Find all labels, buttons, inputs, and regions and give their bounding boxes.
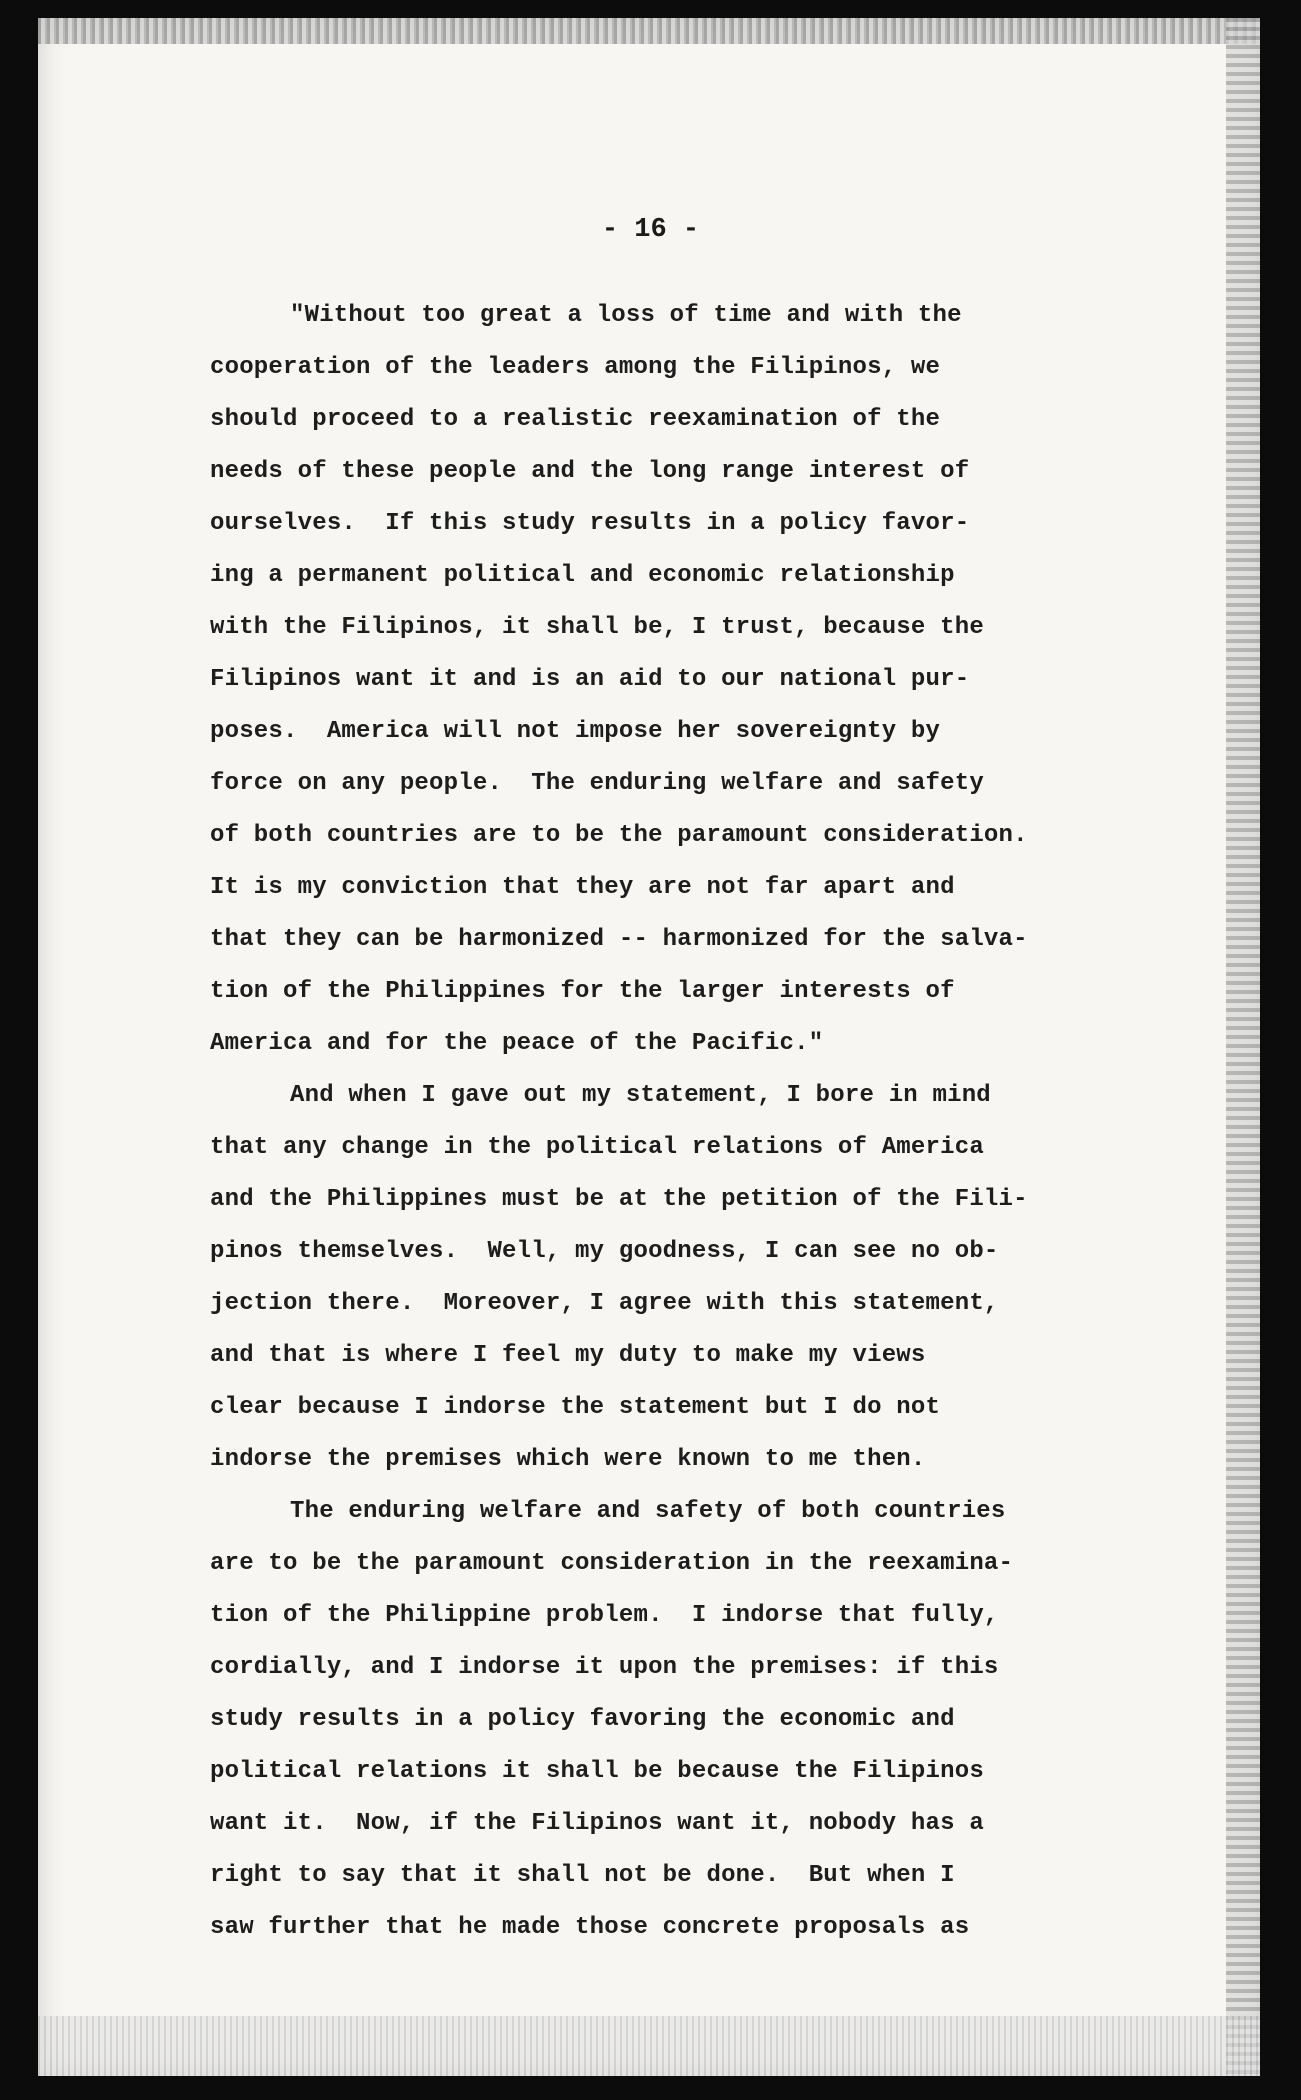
text-line: Filipinos want it and is an aid to our national pur- — [210, 666, 970, 693]
text-line: study results in a policy favoring the economic and — [210, 1706, 955, 1733]
paragraph-statement — [210, 1070, 1150, 1486]
text-line: indorse the premises which were known to me then. — [210, 1446, 926, 1473]
text-line: jection there. Moreover, I agree with this statement, — [210, 1290, 999, 1317]
text-line: needs of these people and the long range interest of — [210, 458, 970, 485]
text-line: It is my conviction that they are not far apart and — [210, 874, 955, 901]
text-line: tion of the Philippine problem. I indorse that fully, — [210, 1602, 999, 1629]
text-line: political relations it shall be because the Filipinos — [210, 1758, 984, 1785]
text-line: and the Philippines must be at the petition of the Fili- — [210, 1186, 1028, 1213]
text-line: The enduring welfare and safety of both countries — [290, 1498, 1006, 1525]
page-number: - 16 - — [601, 215, 700, 245]
text-line: are to be the paramount consideration in the reexamina- — [210, 1550, 1014, 1577]
text-line: cordially, and I indorse it upon the premises: if this — [210, 1654, 999, 1681]
text-line: of both countries are to be the paramount consideration. — [210, 822, 1028, 849]
text-line: force on any people. The enduring welfare and safety — [210, 770, 984, 797]
text-line: that they can be harmonized -- harmonized for the salva- — [210, 926, 1028, 953]
text-line: America and for the peace of the Pacific." — [210, 1030, 824, 1057]
text-line: ing a permanent political and economic relationship — [210, 562, 955, 589]
text-line: ourselves. If this study results in a policy favor- — [210, 510, 970, 537]
text-line: should proceed to a realistic reexamination of the — [210, 406, 941, 433]
text-line: "Without too great a loss of time and with the — [290, 302, 962, 329]
text-line: saw further that he made those concrete proposals as — [210, 1914, 970, 1941]
paragraph-welfare — [210, 1486, 1150, 1954]
text-line: that any change in the political relations of America — [210, 1134, 984, 1161]
text-line: want it. Now, if the Filipinos want it, nobody has a — [210, 1810, 984, 1837]
text-line: poses. America will not impose her sovereignty by — [210, 718, 941, 745]
text-line: And when I gave out my statement, I bore in mind — [290, 1082, 991, 1109]
typed-body-text — [210, 290, 1150, 1954]
text-line: clear because I indorse the statement but I do not — [210, 1394, 941, 1421]
text-line: with the Filipinos, it shall be, I trust, because the — [210, 614, 984, 641]
paper-bottom-edge — [38, 2016, 1260, 2076]
text-line: tion of the Philippines for the larger interests of — [210, 978, 955, 1005]
text-line: cooperation of the leaders among the Filipinos, we — [210, 354, 941, 381]
text-line: and that is where I feel my duty to make my views — [210, 1342, 926, 1369]
paragraph-quote — [210, 290, 1150, 1070]
paper-right-edge — [1226, 18, 1260, 2076]
text-line: right to say that it shall not be done. But when I — [210, 1862, 955, 1889]
paper-top-edge — [38, 18, 1260, 44]
text-line: pinos themselves. Well, my goodness, I can see no ob- — [210, 1238, 999, 1265]
